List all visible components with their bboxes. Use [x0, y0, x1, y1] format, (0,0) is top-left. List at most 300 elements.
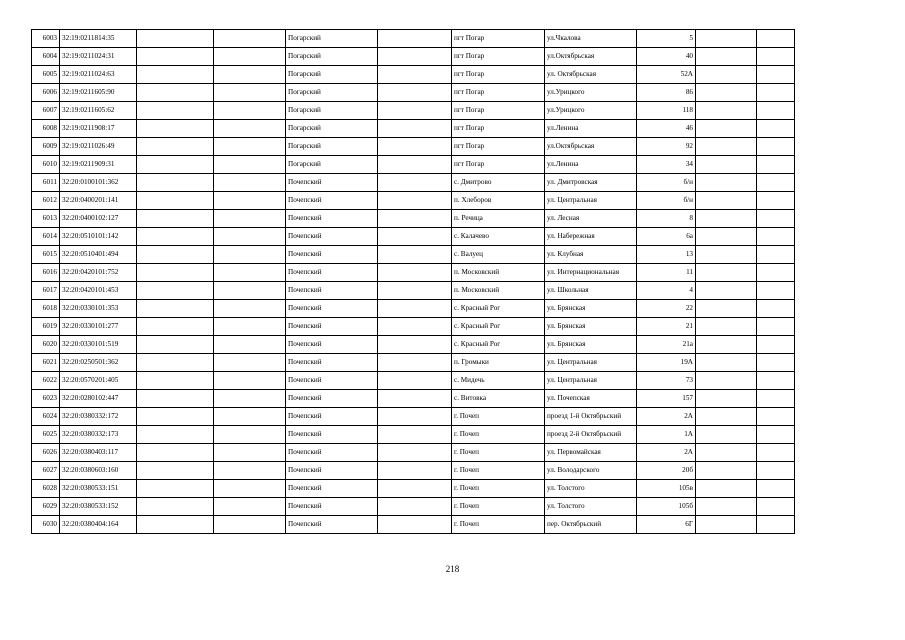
- table-row: [32, 390, 795, 408]
- district-cell: Почепский: [286, 228, 378, 246]
- empty-cell: [214, 156, 286, 174]
- empty-cell: [214, 210, 286, 228]
- table-row: [32, 408, 795, 426]
- settlement-cell: г. Почеп: [452, 462, 545, 480]
- empty-cell: [757, 462, 795, 480]
- empty-cell: [757, 84, 795, 102]
- cadastral-number-cell: 32:20:0330101:519: [60, 336, 137, 354]
- empty-cell: [214, 192, 286, 210]
- empty-cell: [378, 192, 452, 210]
- empty-cell: [378, 156, 452, 174]
- empty-cell: [214, 66, 286, 84]
- empty-cell: [696, 246, 757, 264]
- district-cell: Почепский: [286, 318, 378, 336]
- settlement-cell: пгт Погар: [452, 156, 545, 174]
- empty-cell: [137, 498, 214, 516]
- empty-cell: [214, 228, 286, 246]
- empty-cell: [696, 102, 757, 120]
- street-cell: ул.Октябрьская: [545, 48, 637, 66]
- house-number-cell: 20б: [637, 462, 696, 480]
- house-number-cell: 21а: [637, 336, 696, 354]
- empty-cell: [757, 480, 795, 498]
- empty-cell: [757, 408, 795, 426]
- empty-cell: [137, 480, 214, 498]
- district-cell: Погарский: [286, 120, 378, 138]
- empty-cell: [696, 390, 757, 408]
- empty-cell: [137, 102, 214, 120]
- house-number-cell: 19А: [637, 354, 696, 372]
- empty-cell: [214, 498, 286, 516]
- empty-cell: [378, 408, 452, 426]
- empty-cell: [214, 300, 286, 318]
- empty-cell: [137, 48, 214, 66]
- district-cell: Погарский: [286, 156, 378, 174]
- district-cell: Погарский: [286, 84, 378, 102]
- settlement-cell: с. Дмитрово: [452, 174, 545, 192]
- table-row: [32, 228, 795, 246]
- empty-cell: [378, 264, 452, 282]
- street-cell: ул. Центральная: [545, 372, 637, 390]
- district-cell: Погарский: [286, 102, 378, 120]
- district-cell: Почепский: [286, 282, 378, 300]
- empty-cell: [137, 462, 214, 480]
- empty-cell: [757, 174, 795, 192]
- empty-cell: [696, 84, 757, 102]
- row-number-cell: 6009: [32, 138, 60, 156]
- empty-cell: [137, 84, 214, 102]
- row-number-cell: 6010: [32, 156, 60, 174]
- district-cell: Погарский: [286, 48, 378, 66]
- empty-cell: [137, 336, 214, 354]
- row-number-cell: 6027: [32, 462, 60, 480]
- empty-cell: [137, 318, 214, 336]
- house-number-cell: 92: [637, 138, 696, 156]
- empty-cell: [696, 120, 757, 138]
- empty-cell: [378, 498, 452, 516]
- cadastral-number-cell: 32:20:0380533:151: [60, 480, 137, 498]
- cadastral-number-cell: 32:19:0211024:31: [60, 48, 137, 66]
- empty-cell: [696, 372, 757, 390]
- empty-cell: [696, 480, 757, 498]
- empty-cell: [214, 318, 286, 336]
- settlement-cell: г. Почеп: [452, 444, 545, 462]
- house-number-cell: 8: [637, 210, 696, 228]
- empty-cell: [137, 426, 214, 444]
- row-number-cell: 6015: [32, 246, 60, 264]
- house-number-cell: 86: [637, 84, 696, 102]
- table-row: [32, 84, 795, 102]
- row-number-cell: 6018: [32, 300, 60, 318]
- house-number-cell: 73: [637, 372, 696, 390]
- cadastral-number-cell: 32:19:0211024:63: [60, 66, 137, 84]
- empty-cell: [696, 318, 757, 336]
- empty-cell: [137, 282, 214, 300]
- row-number-cell: 6023: [32, 390, 60, 408]
- empty-cell: [137, 210, 214, 228]
- empty-cell: [214, 282, 286, 300]
- row-number-cell: 6004: [32, 48, 60, 66]
- settlement-cell: г. Почеп: [452, 408, 545, 426]
- empty-cell: [214, 480, 286, 498]
- empty-cell: [696, 516, 757, 534]
- street-cell: ул. Октябрьская: [545, 66, 637, 84]
- row-number-cell: 6016: [32, 264, 60, 282]
- row-number-cell: 6012: [32, 192, 60, 210]
- empty-cell: [137, 174, 214, 192]
- row-number-cell: 6017: [32, 282, 60, 300]
- house-number-cell: 6а: [637, 228, 696, 246]
- empty-cell: [214, 102, 286, 120]
- empty-cell: [137, 444, 214, 462]
- empty-cell: [378, 138, 452, 156]
- empty-cell: [378, 390, 452, 408]
- empty-cell: [696, 354, 757, 372]
- empty-cell: [696, 66, 757, 84]
- street-cell: проезд 2-й Октябрьский: [545, 426, 637, 444]
- house-number-cell: 105в: [637, 480, 696, 498]
- empty-cell: [378, 354, 452, 372]
- table-row: [32, 138, 795, 156]
- empty-cell: [378, 318, 452, 336]
- district-cell: Почепский: [286, 372, 378, 390]
- table-row: [32, 282, 795, 300]
- empty-cell: [378, 174, 452, 192]
- empty-cell: [696, 408, 757, 426]
- row-number-cell: 6005: [32, 66, 60, 84]
- row-number-cell: 6003: [32, 30, 60, 48]
- cadastral-number-cell: 32:20:0420101:752: [60, 264, 137, 282]
- empty-cell: [214, 372, 286, 390]
- row-number-cell: 6019: [32, 318, 60, 336]
- cadastral-number-cell: 32:20:0510101:142: [60, 228, 137, 246]
- settlement-cell: пгт Погар: [452, 102, 545, 120]
- street-cell: ул. Толстого: [545, 498, 637, 516]
- house-number-cell: 40: [637, 48, 696, 66]
- empty-cell: [757, 156, 795, 174]
- table-row: [32, 120, 795, 138]
- row-number-cell: 6014: [32, 228, 60, 246]
- table-row: [32, 426, 795, 444]
- cadastral-number-cell: 32:20:0380533:152: [60, 498, 137, 516]
- table-row: [32, 444, 795, 462]
- empty-cell: [214, 444, 286, 462]
- district-cell: Почепский: [286, 408, 378, 426]
- district-cell: Почепский: [286, 390, 378, 408]
- empty-cell: [137, 246, 214, 264]
- cadastral-number-cell: 32:20:0380332:173: [60, 426, 137, 444]
- empty-cell: [214, 426, 286, 444]
- empty-cell: [378, 516, 452, 534]
- empty-cell: [696, 192, 757, 210]
- street-cell: ул. Набережная: [545, 228, 637, 246]
- table-row: [32, 246, 795, 264]
- row-number-cell: 6025: [32, 426, 60, 444]
- empty-cell: [214, 336, 286, 354]
- empty-cell: [757, 120, 795, 138]
- settlement-cell: г. Почеп: [452, 516, 545, 534]
- settlement-cell: пгт Погар: [452, 30, 545, 48]
- table-row: [32, 462, 795, 480]
- row-number-cell: 6011: [32, 174, 60, 192]
- empty-cell: [757, 102, 795, 120]
- empty-cell: [137, 516, 214, 534]
- empty-cell: [378, 48, 452, 66]
- settlement-cell: пгт Погар: [452, 84, 545, 102]
- empty-cell: [757, 354, 795, 372]
- house-number-cell: 1А: [637, 426, 696, 444]
- empty-cell: [757, 372, 795, 390]
- cadastral-number-cell: 32:20:0400102:127: [60, 210, 137, 228]
- empty-cell: [757, 228, 795, 246]
- district-cell: Погарский: [286, 138, 378, 156]
- district-cell: Почепский: [286, 264, 378, 282]
- empty-cell: [137, 138, 214, 156]
- cadastral-number-cell: 32:20:0380603:160: [60, 462, 137, 480]
- empty-cell: [214, 84, 286, 102]
- cadastral-number-cell: 32:20:0330101:277: [60, 318, 137, 336]
- house-number-cell: 22: [637, 300, 696, 318]
- empty-cell: [378, 66, 452, 84]
- cadastral-number-cell: 32:20:0570201:405: [60, 372, 137, 390]
- empty-cell: [696, 498, 757, 516]
- district-cell: Почепский: [286, 480, 378, 498]
- page-number: 218: [445, 564, 460, 574]
- row-number-cell: 6022: [32, 372, 60, 390]
- empty-cell: [214, 120, 286, 138]
- empty-cell: [378, 102, 452, 120]
- empty-cell: [137, 228, 214, 246]
- cadastral-number-cell: 32:20:0400201:141: [60, 192, 137, 210]
- street-cell: ул.Чкалова: [545, 30, 637, 48]
- table-row: [32, 102, 795, 120]
- row-number-cell: 6024: [32, 408, 60, 426]
- district-cell: Почепский: [286, 516, 378, 534]
- cadastral-number-cell: 32:19:0211909:31: [60, 156, 137, 174]
- empty-cell: [378, 372, 452, 390]
- street-cell: пер. Октябрьский: [545, 516, 637, 534]
- street-cell: ул. Центральная: [545, 192, 637, 210]
- cadastral-number-cell: 32:19:0211605:90: [60, 84, 137, 102]
- row-number-cell: 6013: [32, 210, 60, 228]
- empty-cell: [137, 408, 214, 426]
- table-row: [32, 354, 795, 372]
- street-cell: ул. Лесная: [545, 210, 637, 228]
- settlement-cell: п. Хлеборов: [452, 192, 545, 210]
- empty-cell: [696, 444, 757, 462]
- house-number-cell: 2А: [637, 408, 696, 426]
- table-row: [32, 516, 795, 534]
- table-row: [32, 66, 795, 84]
- street-cell: ул.Урицкого: [545, 84, 637, 102]
- table-row: [32, 210, 795, 228]
- street-cell: ул. Первомайская: [545, 444, 637, 462]
- empty-cell: [378, 480, 452, 498]
- district-cell: Почепский: [286, 426, 378, 444]
- street-cell: ул. Брянская: [545, 336, 637, 354]
- empty-cell: [696, 228, 757, 246]
- settlement-cell: с. Валуец: [452, 246, 545, 264]
- empty-cell: [378, 444, 452, 462]
- house-number-cell: б/н: [637, 192, 696, 210]
- street-cell: ул. Толстого: [545, 480, 637, 498]
- cadastral-number-cell: 32:20:0380332:172: [60, 408, 137, 426]
- house-number-cell: 21: [637, 318, 696, 336]
- district-cell: Почепский: [286, 210, 378, 228]
- empty-cell: [378, 30, 452, 48]
- settlement-cell: пгт Погар: [452, 66, 545, 84]
- house-number-cell: 157: [637, 390, 696, 408]
- district-cell: Погарский: [286, 30, 378, 48]
- house-number-cell: 105б: [637, 498, 696, 516]
- empty-cell: [214, 462, 286, 480]
- settlement-cell: с. Красный Рог: [452, 318, 545, 336]
- cadastral-number-cell: 32:20:0510401:494: [60, 246, 137, 264]
- district-cell: Почепский: [286, 336, 378, 354]
- empty-cell: [378, 282, 452, 300]
- empty-cell: [757, 390, 795, 408]
- row-number-cell: 6026: [32, 444, 60, 462]
- cadastral-number-cell: 32:19:0211908:17: [60, 120, 137, 138]
- house-number-cell: 5: [637, 30, 696, 48]
- empty-cell: [137, 120, 214, 138]
- empty-cell: [696, 156, 757, 174]
- empty-cell: [378, 120, 452, 138]
- house-number-cell: 34: [637, 156, 696, 174]
- row-number-cell: 6020: [32, 336, 60, 354]
- empty-cell: [137, 390, 214, 408]
- empty-cell: [757, 264, 795, 282]
- cadastral-number-cell: 32:20:0330101:353: [60, 300, 137, 318]
- table-row: [32, 480, 795, 498]
- empty-cell: [757, 30, 795, 48]
- settlement-cell: г. Почеп: [452, 498, 545, 516]
- empty-cell: [137, 192, 214, 210]
- empty-cell: [378, 336, 452, 354]
- empty-cell: [214, 390, 286, 408]
- table-row: [32, 30, 795, 48]
- row-number-cell: 6008: [32, 120, 60, 138]
- street-cell: ул.Октябрьская: [545, 138, 637, 156]
- settlement-cell: п. Речица: [452, 210, 545, 228]
- row-number-cell: 6021: [32, 354, 60, 372]
- empty-cell: [757, 318, 795, 336]
- table-row: [32, 264, 795, 282]
- empty-cell: [757, 498, 795, 516]
- cadastral-number-cell: 32:19:0211026:49: [60, 138, 137, 156]
- empty-cell: [757, 282, 795, 300]
- street-cell: ул. Интернациональная: [545, 264, 637, 282]
- district-cell: Почепский: [286, 174, 378, 192]
- empty-cell: [696, 426, 757, 444]
- empty-cell: [137, 300, 214, 318]
- street-cell: ул.Ленина: [545, 120, 637, 138]
- empty-cell: [214, 30, 286, 48]
- empty-cell: [696, 210, 757, 228]
- empty-cell: [757, 246, 795, 264]
- house-number-cell: 2А: [637, 444, 696, 462]
- empty-cell: [696, 282, 757, 300]
- empty-cell: [696, 336, 757, 354]
- house-number-cell: 52А: [637, 66, 696, 84]
- table-row: [32, 48, 795, 66]
- empty-cell: [137, 372, 214, 390]
- cadastral-number-cell: 32:20:0100101:362: [60, 174, 137, 192]
- table-row: [32, 318, 795, 336]
- cadastral-number-cell: 32:20:0420101:453: [60, 282, 137, 300]
- street-cell: ул. Клубная: [545, 246, 637, 264]
- empty-cell: [696, 462, 757, 480]
- cadastral-number-cell: 32:19:0211605:62: [60, 102, 137, 120]
- table-row: [32, 192, 795, 210]
- empty-cell: [757, 66, 795, 84]
- house-number-cell: 46: [637, 120, 696, 138]
- empty-cell: [137, 354, 214, 372]
- house-number-cell: 4: [637, 282, 696, 300]
- house-number-cell: 11: [637, 264, 696, 282]
- empty-cell: [757, 48, 795, 66]
- district-cell: Почепский: [286, 246, 378, 264]
- street-cell: ул.Урицкого: [545, 102, 637, 120]
- empty-cell: [137, 264, 214, 282]
- empty-cell: [757, 516, 795, 534]
- row-number-cell: 6029: [32, 498, 60, 516]
- empty-cell: [214, 264, 286, 282]
- table-row: [32, 174, 795, 192]
- empty-cell: [214, 48, 286, 66]
- empty-cell: [214, 516, 286, 534]
- cadastral-number-cell: 32:19:0211814:35: [60, 30, 137, 48]
- district-cell: Почепский: [286, 444, 378, 462]
- empty-cell: [378, 228, 452, 246]
- cadastral-number-cell: 32:20:0380403:117: [60, 444, 137, 462]
- house-number-cell: 6Г: [637, 516, 696, 534]
- empty-cell: [378, 246, 452, 264]
- district-cell: Почепский: [286, 300, 378, 318]
- empty-cell: [757, 336, 795, 354]
- table-row: [32, 300, 795, 318]
- empty-cell: [696, 138, 757, 156]
- empty-cell: [137, 66, 214, 84]
- settlement-cell: г. Почеп: [452, 426, 545, 444]
- empty-cell: [696, 264, 757, 282]
- street-cell: ул.Ленина: [545, 156, 637, 174]
- empty-cell: [214, 246, 286, 264]
- district-cell: Погарский: [286, 66, 378, 84]
- empty-cell: [696, 300, 757, 318]
- settlement-cell: г. Почеп: [452, 480, 545, 498]
- empty-cell: [696, 174, 757, 192]
- register-table: [31, 29, 795, 534]
- table-row: [32, 498, 795, 516]
- row-number-cell: 6006: [32, 84, 60, 102]
- empty-cell: [137, 156, 214, 174]
- empty-cell: [214, 408, 286, 426]
- empty-cell: [757, 138, 795, 156]
- empty-cell: [378, 300, 452, 318]
- empty-cell: [214, 354, 286, 372]
- empty-cell: [214, 174, 286, 192]
- street-cell: ул. Володарского: [545, 462, 637, 480]
- cadastral-number-cell: 32:20:0250501:362: [60, 354, 137, 372]
- house-number-cell: 13: [637, 246, 696, 264]
- district-cell: Почепский: [286, 498, 378, 516]
- settlement-cell: с. Красный Рог: [452, 336, 545, 354]
- register-table-body: [32, 30, 795, 534]
- empty-cell: [378, 426, 452, 444]
- empty-cell: [696, 48, 757, 66]
- empty-cell: [214, 138, 286, 156]
- empty-cell: [757, 192, 795, 210]
